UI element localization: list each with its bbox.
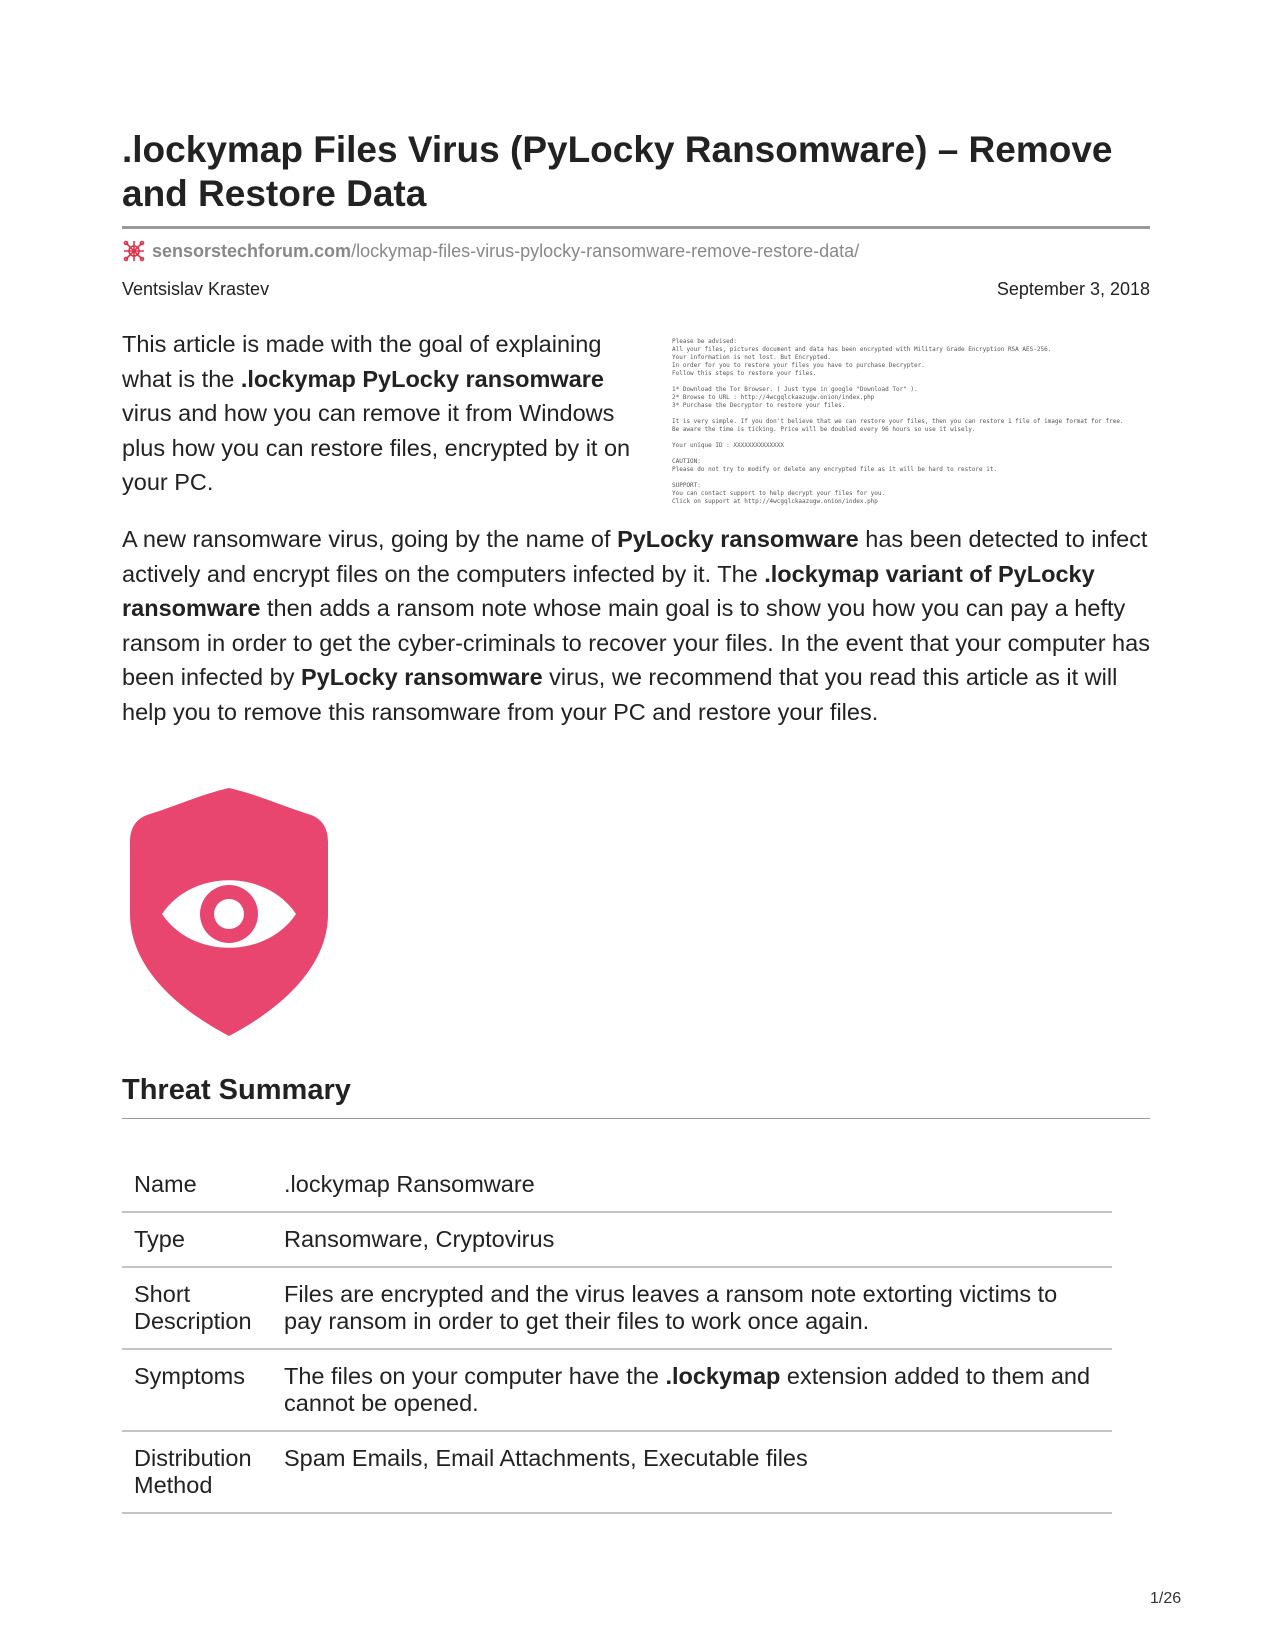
row-value: [272, 1349, 1112, 1431]
ransom-note-line: Your unique ID : XXXXXXXXXXXXXX: [672, 442, 784, 449]
row-value: Spam Emails, Email Attachments, Executable files: [272, 1431, 1112, 1513]
intro-bold: .lockymap PyLocky ransomware: [240, 365, 604, 392]
ransom-note-line: [672, 450, 1150, 458]
ransom-note-line: 1* Download the Tor Browser. ( Just type in google "Download Tor" ).: [672, 386, 918, 393]
publish-date: September 3, 2018: [996, 279, 1150, 299]
table-row: [122, 1212, 1112, 1267]
section-heading: Threat Summary: [122, 1074, 351, 1106]
source-domain: sensorstechforum.com: [152, 240, 352, 261]
page-number: 1/26: [1150, 1590, 1182, 1607]
section-divider: [122, 1118, 1150, 1119]
ransom-note-line: You can contact support to help decrypt your files for you.: [672, 490, 886, 497]
row-key: Short Description: [122, 1267, 272, 1349]
sensorstechforum-logo-icon: [122, 239, 146, 263]
ransom-note-line: All your files, pictures document and data has been encrypted with Military Grade Encryption RSA AES-256.: [672, 346, 1052, 353]
row-value: Files are encrypted and the virus leaves a ransom note extorting victims to pay ransom in order to get their files to work once again.: [272, 1267, 1112, 1349]
para-text: virus, we recommend that you read this article as it will help you to remove this ransomware from your PC and restore your files.: [122, 664, 1118, 725]
row-value: Ransomware, Cryptovirus: [272, 1212, 1112, 1267]
ransom-note-line: In order for you to restore your files you have to purchase Decrypter.: [672, 362, 925, 369]
article-paragraph: [122, 522, 1152, 729]
para-text: has been detected to infect actively and encrypt files on the computers infected by it. The: [122, 526, 1148, 587]
ransom-note-line: It is very simple. If you don't believe that we can restore your files, then you can restore 1 file of image format for free.: [672, 418, 1124, 425]
ransom-note-line: [672, 410, 1150, 418]
para-bold: PyLocky ransomware: [617, 526, 859, 552]
row-key: Name: [122, 1158, 272, 1212]
para-text: A new ransomware virus, going by the name of: [122, 526, 618, 552]
ransom-note-screenshot: [672, 338, 1150, 522]
ransom-note-line: Click on support at http://4wcgqlckaazugw.onion/index.php: [672, 498, 878, 505]
ransom-note-line: 2* Browse to URL : http://4wcgqlckaazugw.onion/index.php: [672, 394, 875, 401]
ransom-note-lines: [672, 338, 1150, 506]
author: Ventsislav Krastev: [122, 279, 270, 299]
intro-paragraph: [122, 327, 652, 500]
ransom-note-line: Be aware the time is ticking. Price will be doubled every 96 hours so use it wisely.: [672, 426, 976, 433]
ransom-note-line: Follow this steps to restore your files.: [672, 370, 817, 377]
value-text: extension added to them and cannot be opened.: [284, 1363, 1091, 1416]
value-bold: .lockymap: [665, 1363, 781, 1389]
value-text: The files on your computer have the: [284, 1363, 666, 1389]
row-value: .lockymap Ransomware: [272, 1158, 1112, 1212]
ransom-note-line: [672, 434, 1150, 442]
ransom-note-line: Please do not try to modify or delete any encrypted file as it will be hard to restore it.: [672, 466, 998, 473]
para-bold: .lockymap variant of PyLocky ransomware: [122, 560, 1095, 621]
source-url[interactable]: [122, 240, 859, 262]
row-key: Symptoms: [122, 1349, 272, 1431]
threat-summary-table: [122, 1158, 1112, 1514]
ransom-note-line: CAUTION:: [672, 458, 701, 465]
ransom-note-line: [672, 474, 1150, 482]
row-key: Distribution Method: [122, 1431, 272, 1513]
intro-text: This article is made with the goal of explaining what is the: [122, 331, 602, 392]
shield-eye-icon: [122, 784, 336, 1040]
ransom-note-line: SUPPORT:: [672, 482, 701, 489]
ransom-note-line: Please be advised:: [672, 338, 738, 345]
para-text: then adds a ransom note whose main goal is to show you how you can pay a hefty ransom in order to get the cyber-criminals to recover your files. In the event that your computer has been infected by: [122, 595, 1150, 690]
ransom-note-line: [672, 378, 1150, 386]
table-row: [122, 1431, 1112, 1513]
table-row: [122, 1158, 1112, 1212]
table-row: [122, 1267, 1112, 1349]
byline: [122, 279, 1150, 300]
intro-text: virus and how you can remove it from Windows plus how you can restore files, encrypted by it on your PC.: [122, 400, 631, 495]
article-title: .lockymap Files Virus (PyLocky Ransomware) – Remove and Restore Data: [122, 129, 1113, 214]
ransom-note-line: 3* Purchase the Decryptor to restore your files.: [672, 402, 846, 409]
table-row: [122, 1349, 1112, 1431]
title-divider: [122, 226, 1150, 229]
ransom-note-line: Your information is not lost. But Encrypted.: [672, 354, 831, 361]
row-key: Type: [122, 1212, 272, 1267]
source-path: /lockymap-files-virus-pylocky-ransomware-remove-restore-data/: [351, 240, 860, 261]
para-bold: PyLocky ransomware: [301, 664, 543, 690]
